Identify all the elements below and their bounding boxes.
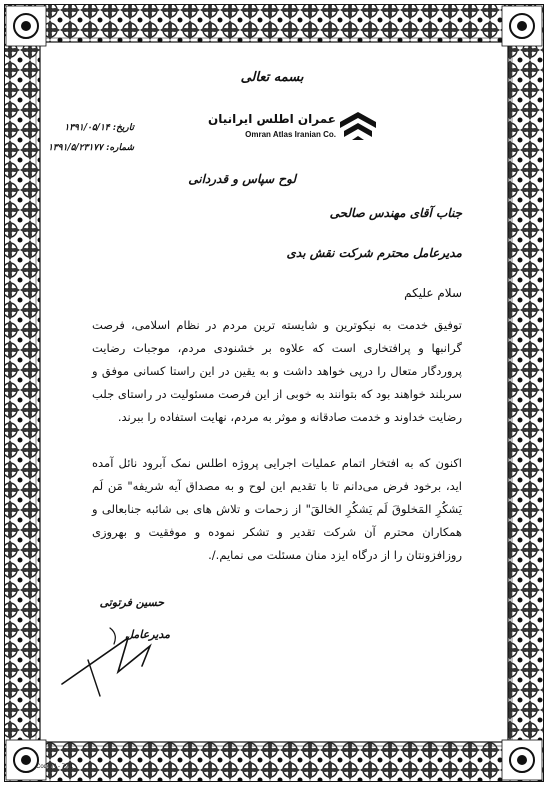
company-name-fa: عمران اطلس ایرانیان <box>207 112 336 126</box>
signer-name: حسین فرتوتی <box>99 596 164 609</box>
number-row <box>48 138 134 158</box>
letter-body <box>48 60 486 760</box>
signer-title: مدیرعامل <box>125 628 170 641</box>
company-emblem-icon <box>338 110 378 146</box>
greeting: سلام علیکم <box>404 286 462 300</box>
footer-code: Code:N - 79/1 <box>36 764 74 770</box>
date-row <box>54 118 134 138</box>
date-label: تاریخ: <box>112 123 134 133</box>
addressee: جناب آقای مهندس صالحی <box>329 206 462 220</box>
paragraph-intro <box>92 314 462 429</box>
company-name-en: Omran Atlas Iranian Co. <box>245 130 336 139</box>
handwritten-signature-icon <box>58 620 178 700</box>
paragraph-text: توفیق خدمت به نیکوترین و شایسته ترین مردم در نظام اسلامی، فرصت گرانبها و پرافتخاری است که علاوه بر خشنودی مردم، موجبات رضایت پروردگار متعال را درپی خواهد داشت و به یقین در این راستا کسانی موفق و سربلند خواهند بود که بتوانند به خوبی از این فرصت مسئولیت در راستای جلب رضایت خداوند و خدمت صادقانه و موثر به مردم، نهایت استفاده را ببرند. <box>92 318 462 424</box>
company-logo <box>188 110 398 150</box>
paragraph-text: اکنون که به افتخار اتمام عملیات اجرایی پروژه اطلس نمک آبرود نائل آمده اید، برخود فرض می‌دانم تا با تقدیم این لوح و به مصداق آیه شریفه" مَن لَم یَشکُرِ المَخلوقَ لَم یَشکُرِ الخالقَ" از زحمات و تلاش های بی شائبه جنابعالی و همکاران محترم آن شرکت تقدیر و تشکر نموده و موفقیت و بهروزی روزافزونتان را از درگاه ایزد منان مسئلت می نمایم./. <box>92 456 462 562</box>
date-value: ۱۳۹۱/۰۵/۱۴ <box>64 123 110 133</box>
number-value: ۱۳۹۱/۵/۲۳۱۷۷ <box>48 143 103 153</box>
paragraph-appreciation <box>92 452 462 567</box>
addressee-position: مدیرعامل محترم شرکت نقش بدی <box>286 246 462 260</box>
letter-meta <box>48 118 134 158</box>
document-title: لوح سپاس و قدردانی <box>188 172 296 186</box>
bismillah-heading: بسمه تعالی <box>240 70 304 85</box>
number-label: شماره: <box>106 143 134 153</box>
